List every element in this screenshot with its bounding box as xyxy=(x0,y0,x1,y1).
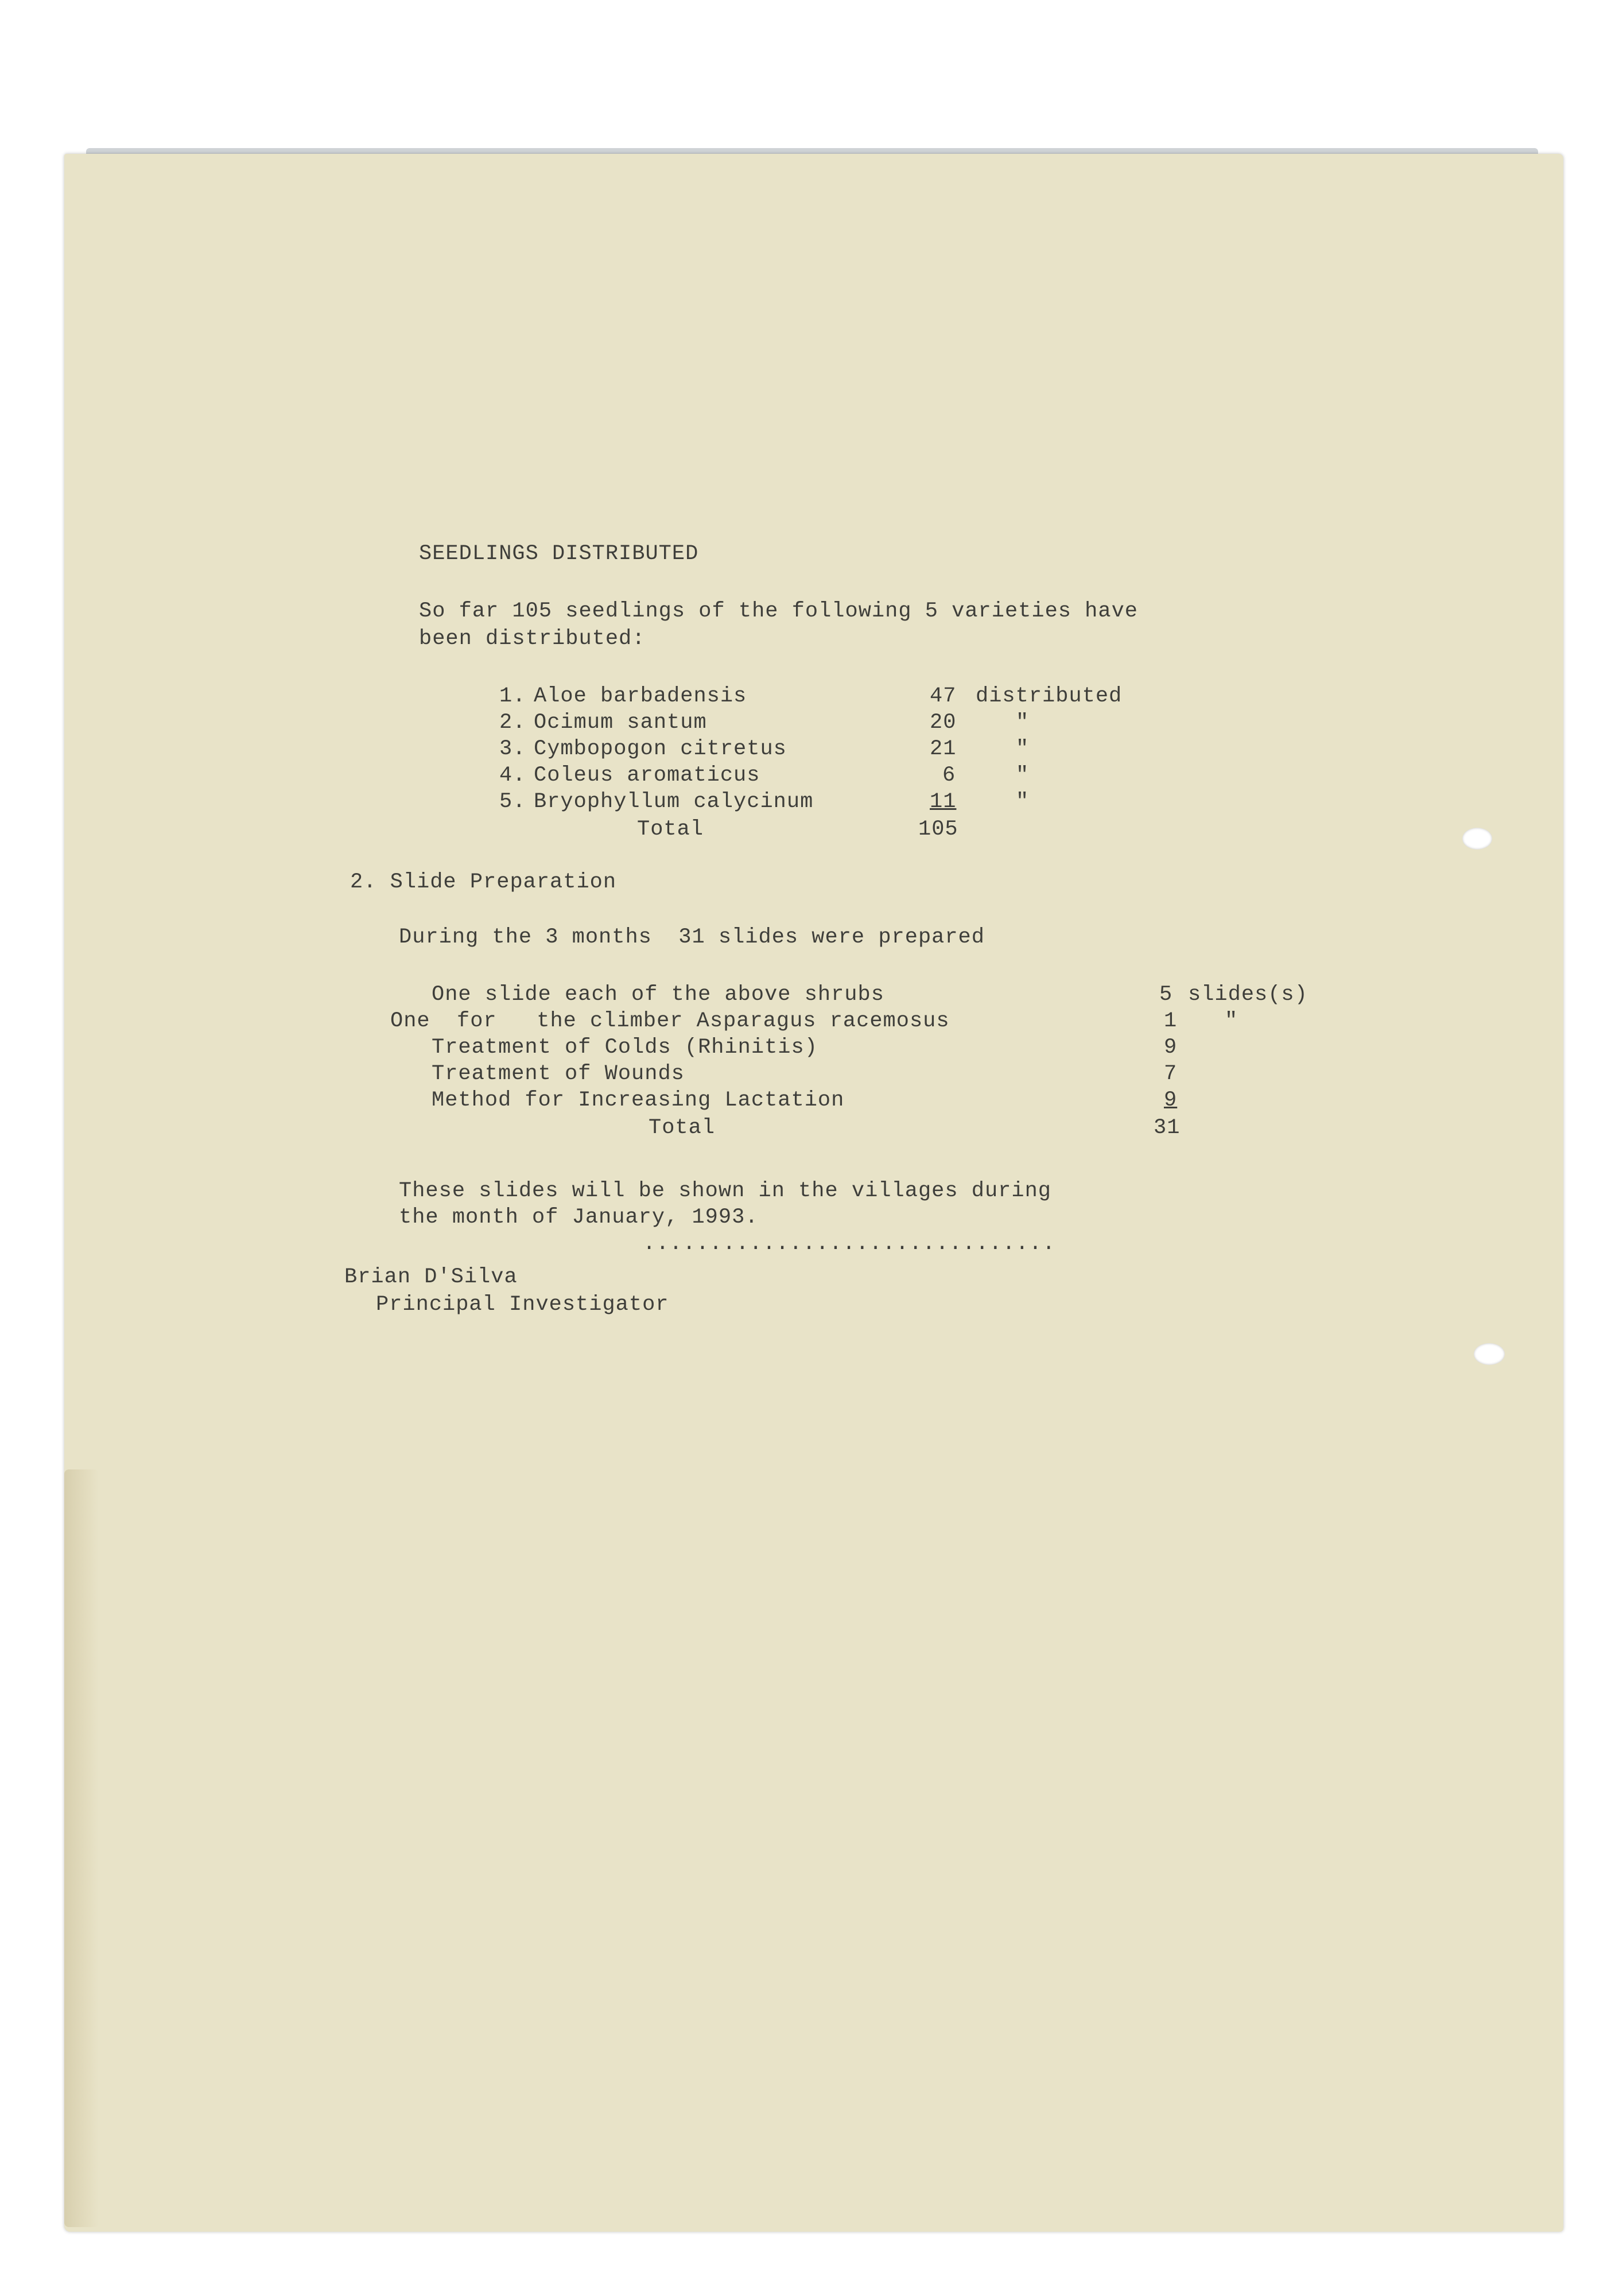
seedling-name: Aloe barbadensis xyxy=(534,684,747,708)
seedling-count: 47 xyxy=(930,684,957,708)
seedling-name: Coleus aromaticus xyxy=(534,763,760,788)
signatory-title: Principal Investigator xyxy=(376,1293,669,1317)
slide-count: 5 xyxy=(1159,983,1173,1007)
seedling-count: 20 xyxy=(930,711,957,735)
section-2-heading: 2. Slide Preparation xyxy=(350,870,617,894)
seedling-name: Ocimum santum xyxy=(534,711,707,735)
slide-count: 9 xyxy=(1164,1035,1178,1060)
paper-worn-edge xyxy=(64,1469,99,2227)
closing-line-2: the month of January, 1993. xyxy=(399,1205,759,1230)
seedling-number: 5. xyxy=(499,790,526,814)
slide-topic: Treatment of Wounds xyxy=(432,1062,685,1086)
seedlings-total-value: 105 xyxy=(918,817,958,841)
slide-topic: One slide each of the above shrubs xyxy=(432,983,884,1007)
punch-hole-bottom xyxy=(1474,1343,1505,1365)
seedling-note: " xyxy=(1016,711,1030,735)
signature-line: ............................... xyxy=(643,1232,1056,1256)
section-2-intro: During the 3 months 31 slides were prepared xyxy=(399,925,985,949)
seedling-number: 3. xyxy=(499,737,526,761)
slide-note: slides(s) xyxy=(1188,983,1308,1007)
intro-line-1: So far 105 seedlings of the following 5 varieties have xyxy=(419,599,1138,623)
slide-count: 1 xyxy=(1164,1009,1178,1033)
slide-topic: One for the climber Asparagus racemosus xyxy=(390,1009,950,1033)
slide-count: 7 xyxy=(1164,1062,1178,1086)
signatory-name: Brian D'Silva xyxy=(344,1265,518,1289)
slide-topic: Method for Increasing Lactation xyxy=(432,1088,845,1112)
punch-hole-top xyxy=(1462,828,1492,850)
reverse-side-show-through xyxy=(1171,677,1182,689)
seedling-count: 6 xyxy=(942,763,956,788)
intro-line-2: been distributed: xyxy=(419,627,646,651)
seedling-name: Cymbopogon citretus xyxy=(534,737,787,761)
document-heading: SEEDLINGS DISTRIBUTED xyxy=(419,542,699,566)
closing-line-1: These slides will be shown in the villages during xyxy=(399,1179,1051,1203)
seedling-note: distributed xyxy=(976,684,1123,708)
slide-count: 9 xyxy=(1164,1088,1178,1112)
seedling-name: Bryophyllum calycinum xyxy=(534,790,814,814)
seedlings-total-label: Total xyxy=(637,817,704,841)
slide-topic: Treatment of Colds (Rhinitis) xyxy=(432,1035,818,1060)
slides-total-label: Total xyxy=(649,1116,716,1140)
seedling-note: " xyxy=(1016,763,1030,788)
seedling-number: 4. xyxy=(499,763,526,788)
slides-total-value: 31 xyxy=(1154,1116,1181,1140)
slide-note: " xyxy=(1225,1009,1238,1033)
seedling-count: 11 xyxy=(930,790,957,814)
seedling-note: " xyxy=(1016,737,1030,761)
seedling-number: 1. xyxy=(499,684,526,708)
seedling-count: 21 xyxy=(930,737,957,761)
seedling-note: " xyxy=(1016,790,1030,814)
seedling-number: 2. xyxy=(499,711,526,735)
